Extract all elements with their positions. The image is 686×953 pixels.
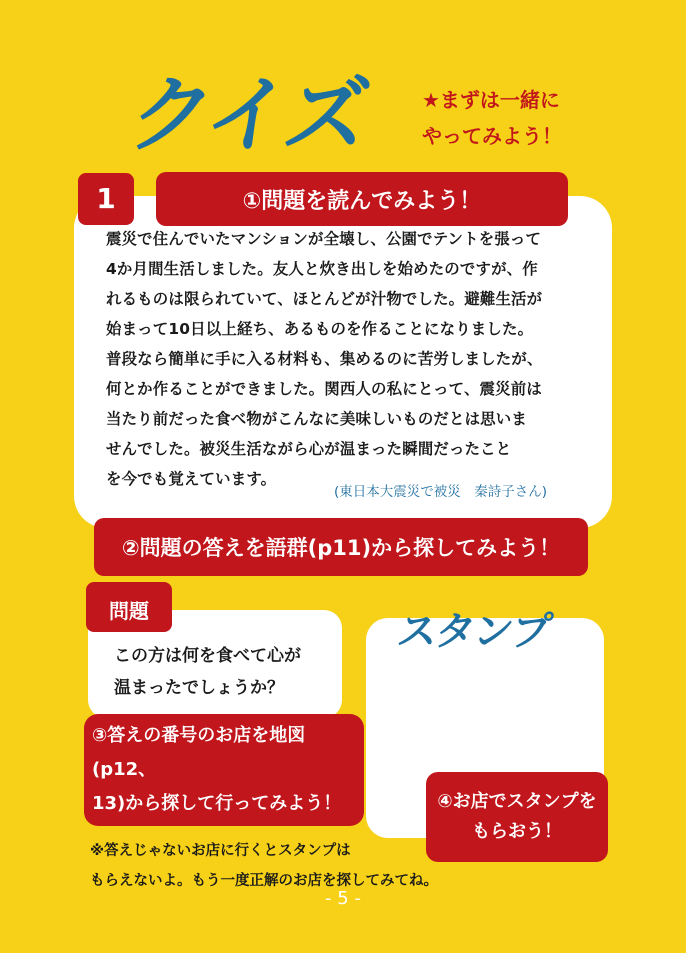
question-badge: 問題: [86, 582, 172, 632]
story-source: (東日本大震災で被災 秦詩子さん): [334, 484, 548, 500]
step1-banner: ①問題を読んでみよう！: [156, 172, 568, 226]
story-text: [106, 224, 586, 494]
lead-line-2: やってみよう！: [422, 124, 562, 148]
story-line: 震災で住んでいたマンションが全壊し、公園でテントを張って: [106, 230, 542, 248]
story-line: せんでした。被災生活ながら心が温まった瞬間だったこと: [106, 440, 512, 458]
step3-line-1: ③答えの番号のお店を地図(p12、: [92, 725, 306, 780]
question-text: [114, 640, 338, 704]
step3-line-2: 13)から探して行ってみよう！: [92, 793, 342, 814]
step2-banner: ②問題の答えを語群(p11)から探してみよう！: [94, 518, 588, 576]
step3-banner: [84, 714, 364, 826]
story-line: れるものは限られていて、ほとんどが汁物でした。避難生活が: [106, 290, 543, 308]
story-line: 4か月間生活しました。友人と炊き出しを始めたのですが、作: [106, 260, 538, 278]
step4-line-2: もらおう！: [472, 821, 562, 842]
stamp-title: スタンプ: [394, 609, 553, 655]
page-title: クイズ: [123, 66, 372, 164]
page-number: - 5 -: [325, 888, 361, 909]
question-line-2: 温まったでしょうか？: [114, 678, 284, 698]
step-number-badge: 1: [78, 173, 134, 225]
lead-text: [422, 82, 662, 154]
question-line-1: この方は何を食べて心が: [114, 646, 301, 666]
story-line: を今でも覚えています。: [106, 470, 277, 488]
story-line: 何とか作ることができました。関西人の私にとって、震災前は: [106, 380, 542, 398]
step4-line-1: ④お店でスタンプを: [437, 791, 597, 812]
note-text: [90, 836, 490, 896]
lead-line-1: ★まずは一緒に: [422, 88, 560, 112]
story-line: 普段なら簡単に手に入る材料も、集めるのに苦労しましたが、: [106, 350, 543, 368]
story-line: 当たり前だった食べ物がこんなに美味しいものだとは思いま: [106, 410, 527, 428]
note-line-1: ※答えじゃないお店に行くとスタンプは: [90, 843, 351, 859]
note-line-2: もらえないよ。もう一度正解のお店を探してみてね。: [90, 873, 438, 889]
story-line: 始まって10日以上経ち、あるものを作ることになりました。: [106, 320, 534, 338]
